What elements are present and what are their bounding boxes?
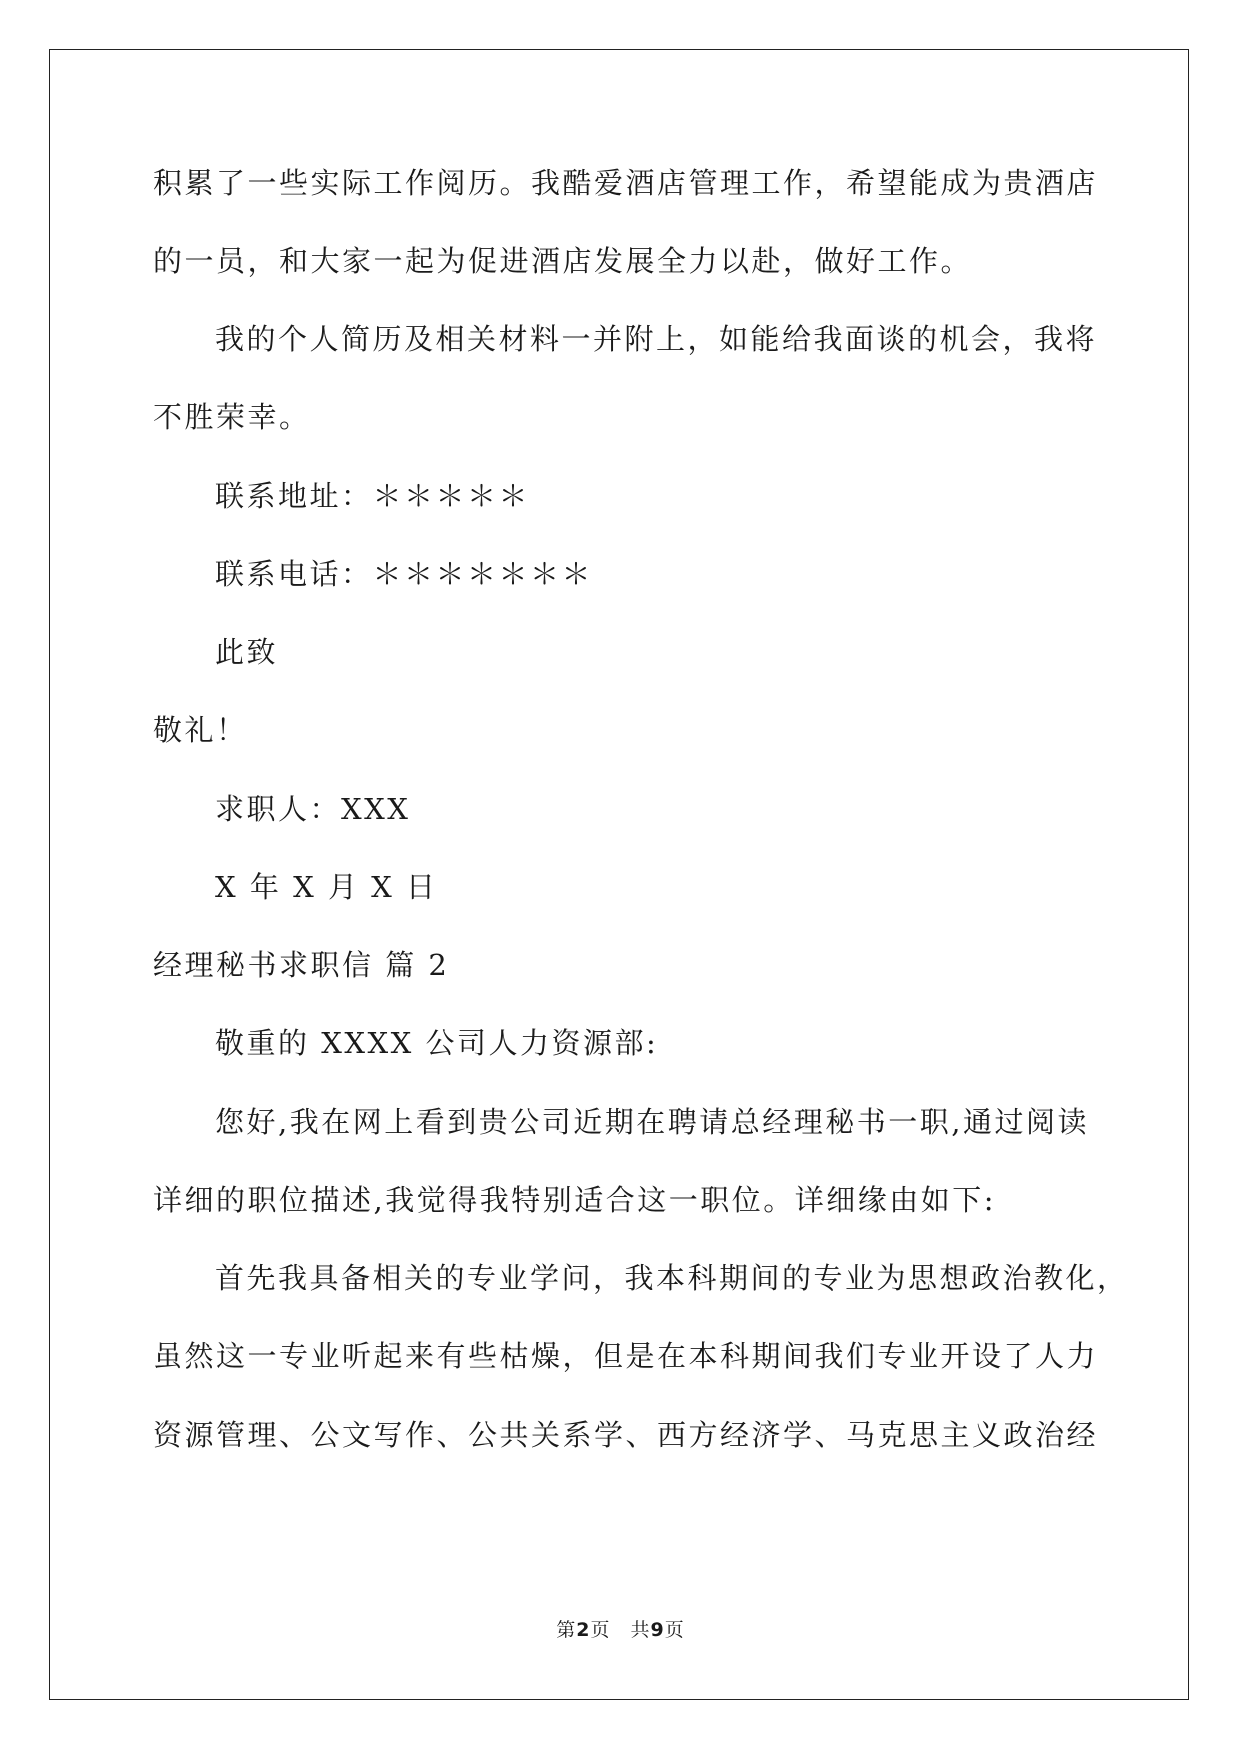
letter-greeting: 敬重的 XXXX 公司人力资源部: — [215, 1026, 659, 1060]
contact-phone: 联系电话：＊＊＊＊＊＊＊ — [215, 557, 594, 591]
paragraph-line: 虽然这一专业听起来有些枯燥，但是在本科期间我们专业开设了人力 — [153, 1339, 1099, 1373]
paragraph-line: 不胜荣幸。 — [153, 400, 311, 434]
paragraph-line: 的一员，和大家一起为促进酒店发展全力以赴，做好工作。 — [153, 244, 973, 278]
paragraph-line: 首先我具备相关的专业学问，我本科期间的专业为思想政治教化， — [215, 1261, 1129, 1295]
paragraph-line: 我的个人简历及相关材料一并附上，如能给我面谈的机会，我将 — [215, 322, 1098, 356]
paragraph-line: 积累了一些实际工作阅历。我酷爱酒店管理工作，希望能成为贵酒店 — [153, 166, 1099, 200]
current-page-number: 2 — [576, 1619, 591, 1641]
footer-prefix: 第 — [556, 1619, 577, 1641]
contact-address: 联系地址：＊＊＊＊＊ — [215, 479, 531, 513]
footer-suffix: 页 — [664, 1619, 685, 1641]
paragraph-line: 您好,我在网上看到贵公司近期在聘请总经理秘书一职,通过阅读 — [215, 1105, 1089, 1139]
closing-salutation: 此致 — [215, 635, 279, 669]
paragraph-line: 资源管理、公文写作、公共关系学、西方经济学、马克思主义政治经 — [153, 1418, 1099, 1452]
footer-mid: 页 共 — [590, 1619, 651, 1641]
section-title: 经理秘书求职信 篇 2 — [153, 948, 450, 982]
paragraph-line: 详细的职位描述,我觉得我特别适合这一职位。详细缘由如下: — [153, 1183, 996, 1217]
total-pages-number: 9 — [650, 1619, 665, 1641]
applicant-name: 求职人：XXX — [215, 792, 411, 826]
page-footer — [0, 1618, 1241, 1642]
letter-date: X 年 X 月 X 日 — [215, 870, 438, 904]
closing-regards: 敬礼！ — [153, 713, 248, 747]
